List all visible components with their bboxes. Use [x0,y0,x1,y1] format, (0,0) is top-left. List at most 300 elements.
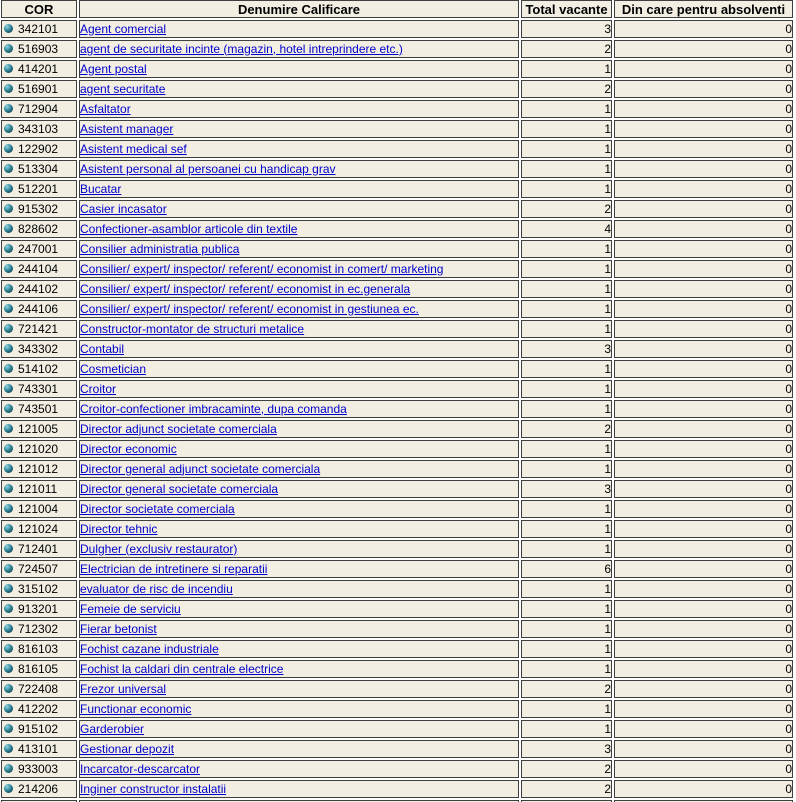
absolventi-cell [614,300,793,318]
ball-bullet-icon [4,524,13,533]
qualification-cell [79,280,519,298]
qualification-link[interactable]: Asistent medical sef [80,141,187,156]
table-row [1,280,793,298]
total-vacante-value: 3 [604,341,611,356]
cor-cell [1,640,77,658]
ball-bullet-icon [4,24,13,33]
absolventi-value: 0 [785,341,792,356]
total-vacante-value: 1 [604,701,611,716]
qualification-cell [79,120,519,138]
total-vacante-value: 2 [604,41,611,56]
ball-bullet-icon [4,384,13,393]
absolventi-cell [614,560,793,578]
qualification-link[interactable]: Consilier/ expert/ inspector/ referent/ economist in ec.generala [80,281,411,296]
absolventi-cell [614,460,793,478]
absolventi-cell [614,380,793,398]
total-vacante-value: 2 [604,421,611,436]
table-row [1,540,793,558]
table-row [1,240,793,258]
qualification-cell [79,720,519,738]
cor-code: 721421 [18,321,59,336]
total-vacante-value: 6 [604,561,611,576]
total-vacante-cell [521,600,612,618]
total-vacante-cell [521,380,612,398]
absolventi-cell [614,780,793,798]
absolventi-cell [614,320,793,338]
absolventi-value: 0 [785,561,792,576]
total-vacante-value: 1 [604,441,611,456]
qualification-cell [79,220,519,238]
cor-cell [1,320,77,338]
absolventi-cell [614,260,793,278]
ball-bullet-icon [4,224,13,233]
qualification-cell [79,480,519,498]
cor-code: 724507 [18,561,59,576]
ball-bullet-icon [4,644,13,653]
table-row [1,40,793,58]
absolventi-value: 0 [785,261,792,276]
absolventi-value: 0 [785,381,792,396]
absolventi-value: 0 [785,421,792,436]
total-vacante-cell [521,320,612,338]
total-vacante-value: 1 [604,121,611,136]
ball-bullet-icon [4,324,13,333]
total-vacante-value: 2 [604,681,611,696]
absolventi-value: 0 [785,81,792,96]
ball-bullet-icon [4,344,13,353]
cor-code: 122902 [18,141,59,156]
cor-code: 343302 [18,341,59,356]
absolventi-cell [614,740,793,758]
table-row [1,300,793,318]
qualification-link[interactable]: Consilier administratia publica [80,241,240,256]
qualification-link[interactable]: Dulgher (exclusiv restaurator) [80,541,238,556]
table-row [1,360,793,378]
table-row [1,120,793,138]
qualification-link[interactable]: Agent postal [80,61,147,76]
total-vacante-value: 1 [604,521,611,536]
ball-bullet-icon [4,704,13,713]
cor-code: 343103 [18,121,59,136]
header-row [1,0,793,18]
ball-bullet-icon [4,364,13,373]
absolventi-cell [614,160,793,178]
qualification-link[interactable]: Bucatar [80,181,122,196]
cor-code: 816105 [18,661,59,676]
qualification-cell [79,520,519,538]
qualification-cell [79,380,519,398]
total-vacante-value: 2 [604,781,611,796]
qualification-link[interactable]: Femeie de serviciu [80,601,181,616]
ball-bullet-icon [4,44,13,53]
cor-code: 121005 [18,421,59,436]
ball-bullet-icon [4,444,13,453]
cor-cell [1,300,77,318]
qualification-link[interactable]: Director economic [80,441,177,456]
absolventi-value: 0 [785,501,792,516]
table-row [1,720,793,738]
total-vacante-cell [521,480,612,498]
total-vacante-cell [521,560,612,578]
cor-cell [1,740,77,758]
cor-code: 915102 [18,721,59,736]
column-header-denumire-calificare: Denumire Calificare [79,0,519,18]
absolventi-value: 0 [785,301,792,316]
absolventi-cell [614,500,793,518]
cor-cell [1,580,77,598]
ball-bullet-icon [4,104,13,113]
vacancies-table-header [1,0,793,18]
cor-cell [1,720,77,738]
qualification-cell [79,740,519,758]
total-vacante-cell [521,720,612,738]
ball-bullet-icon [4,124,13,133]
total-vacante-cell [521,20,612,38]
absolventi-cell [614,520,793,538]
qualification-link[interactable]: Asfaltator [80,101,131,116]
total-vacante-value: 1 [604,181,611,196]
qualification-link[interactable]: evaluator de risc de incendiu [80,581,233,596]
cor-code: 315102 [18,581,59,596]
cor-code: 513304 [18,161,59,176]
qualification-cell [79,600,519,618]
total-vacante-cell [521,60,612,78]
cor-code: 712302 [18,621,59,636]
ball-bullet-icon [4,424,13,433]
cor-code: 516901 [18,81,59,96]
absolventi-cell [614,240,793,258]
ball-bullet-icon [4,724,13,733]
qualification-cell [79,700,519,718]
absolventi-value: 0 [785,741,792,756]
absolventi-cell [614,760,793,778]
cor-code: 121004 [18,501,59,516]
ball-bullet-icon [4,84,13,93]
ball-bullet-icon [4,204,13,213]
total-vacante-value: 1 [604,301,611,316]
absolventi-cell [614,420,793,438]
cor-code: 214206 [18,781,59,796]
qualification-cell [79,20,519,38]
qualification-cell [79,360,519,378]
table-row [1,500,793,518]
qualification-link[interactable]: Croitor-confectioner imbracaminte, dupa comanda [80,401,347,416]
table-row [1,260,793,278]
cor-cell [1,340,77,358]
cor-cell [1,520,77,538]
total-vacante-cell [521,160,612,178]
absolventi-value: 0 [785,761,792,776]
total-vacante-value: 1 [604,721,611,736]
absolventi-cell [614,680,793,698]
table-row [1,580,793,598]
cor-cell [1,700,77,718]
absolventi-cell [614,60,793,78]
absolventi-cell [614,120,793,138]
qualification-cell [79,560,519,578]
absolventi-value: 0 [785,441,792,456]
total-vacante-cell [521,660,612,678]
qualification-link[interactable]: Asistent personal al persoanei cu handicap grav [80,161,336,176]
total-vacante-cell [521,340,612,358]
absolventi-value: 0 [785,541,792,556]
qualification-link[interactable]: Contabil [80,341,125,356]
cor-code: 121012 [18,461,59,476]
cor-cell [1,620,77,638]
qualification-cell [79,180,519,198]
ball-bullet-icon [4,284,13,293]
total-vacante-cell [521,700,612,718]
table-row [1,60,793,78]
absolventi-cell [614,140,793,158]
qualification-cell [79,640,519,658]
cor-cell [1,180,77,198]
qualification-link[interactable]: Inginer constructor instalatii [80,781,227,796]
ball-bullet-icon [4,64,13,73]
absolventi-value: 0 [785,361,792,376]
total-vacante-cell [521,140,612,158]
cor-cell [1,440,77,458]
cor-cell [1,460,77,478]
absolventi-value: 0 [785,321,792,336]
absolventi-value: 0 [785,221,792,236]
cor-cell [1,200,77,218]
qualification-cell [79,40,519,58]
table-row [1,400,793,418]
table-row [1,160,793,178]
absolventi-cell [614,620,793,638]
qualification-link[interactable]: Confectioner-asamblor articole din textile [80,221,298,236]
qualification-link[interactable]: Electrician de intretinere si reparatii [80,561,268,576]
cor-cell [1,260,77,278]
total-vacante-cell [521,40,612,58]
total-vacante-value: 3 [604,741,611,756]
cor-cell [1,380,77,398]
qualification-link[interactable]: Frezor universal [80,681,167,696]
absolventi-value: 0 [785,161,792,176]
table-row [1,200,793,218]
cor-code: 121020 [18,441,59,456]
qualification-link[interactable]: Director general adjunct societate comerciala [80,461,321,476]
total-vacante-value: 1 [604,541,611,556]
qualification-link[interactable]: Consilier/ expert/ inspector/ referent/ economist in comert/ marketing [80,261,444,276]
cor-code: 244102 [18,281,59,296]
absolventi-value: 0 [785,521,792,536]
table-row [1,340,793,358]
cor-cell [1,680,77,698]
absolventi-value: 0 [785,101,792,116]
qualification-link[interactable]: Incarcator-descarcator [80,761,201,776]
cor-cell [1,80,77,98]
total-vacante-cell [521,620,612,638]
absolventi-cell [614,220,793,238]
absolventi-value: 0 [785,701,792,716]
table-row [1,600,793,618]
cor-code: 512201 [18,181,59,196]
qualification-link[interactable]: Director general societate comerciala [80,481,279,496]
total-vacante-cell [521,200,612,218]
cor-code: 743501 [18,401,59,416]
cor-code: 121024 [18,521,59,536]
ball-bullet-icon [4,264,13,273]
absolventi-cell [614,280,793,298]
absolventi-value: 0 [785,61,792,76]
total-vacante-cell [521,420,612,438]
absolventi-cell [614,640,793,658]
qualification-cell [79,260,519,278]
absolventi-cell [614,540,793,558]
cor-cell [1,140,77,158]
total-vacante-value: 1 [604,601,611,616]
qualification-link[interactable]: Director tehnic [80,521,158,536]
cor-code: 712401 [18,541,59,556]
cor-cell [1,760,77,778]
cor-code: 915302 [18,201,59,216]
cor-cell [1,780,77,798]
qualification-cell [79,780,519,798]
qualification-link[interactable]: Consilier/ expert/ inspector/ referent/ economist in gestiunea ec. [80,301,419,316]
total-vacante-cell [521,240,612,258]
total-vacante-cell [521,260,612,278]
cor-code: 342101 [18,21,59,36]
qualification-cell [79,660,519,678]
absolventi-cell [614,340,793,358]
cor-code: 913201 [18,601,59,616]
qualification-link[interactable]: Director adjunct societate comerciala [80,421,277,436]
qualification-link[interactable]: Croitor [80,381,117,396]
qualification-link[interactable]: Casier incasator [80,201,167,216]
table-row [1,760,793,778]
qualification-cell [79,680,519,698]
cor-cell [1,20,77,38]
qualification-link[interactable]: Asistent manager [80,121,174,136]
qualification-link[interactable]: agent de securitate incinte (magazin, hotel intreprindere etc.) [80,41,403,56]
qualification-cell [79,460,519,478]
cor-cell [1,160,77,178]
cor-code: 743301 [18,381,59,396]
absolventi-cell [614,100,793,118]
absolventi-value: 0 [785,641,792,656]
cor-cell [1,500,77,518]
ball-bullet-icon [4,544,13,553]
ball-bullet-icon [4,564,13,573]
qualification-cell [79,240,519,258]
total-vacante-value: 1 [604,581,611,596]
vacancies-table-body [1,20,793,798]
total-vacante-value: 1 [604,381,611,396]
total-vacante-value: 1 [604,241,611,256]
absolventi-value: 0 [785,241,792,256]
cor-code: 244104 [18,261,59,276]
cor-cell [1,400,77,418]
column-header-cor: COR [1,0,77,18]
total-vacante-cell [521,80,612,98]
qualification-cell [79,540,519,558]
absolventi-value: 0 [785,181,792,196]
cor-cell [1,220,77,238]
qualification-cell [79,500,519,518]
qualification-cell [79,440,519,458]
qualification-link[interactable]: Director societate comerciala [80,501,235,516]
table-row [1,460,793,478]
total-vacante-value: 1 [604,281,611,296]
cor-code: 712904 [18,101,59,116]
absolventi-value: 0 [785,721,792,736]
absolventi-cell [614,440,793,458]
total-vacante-value: 2 [604,761,611,776]
cor-code: 516903 [18,41,59,56]
qualification-cell [79,340,519,358]
absolventi-value: 0 [785,141,792,156]
total-vacante-value: 3 [604,481,611,496]
qualification-link[interactable]: Constructor-montator de structuri metalice [80,321,305,336]
cor-code: 413101 [18,741,59,756]
qualification-link[interactable]: Cosmetician [80,361,147,376]
cor-cell [1,280,77,298]
total-vacante-value: 1 [604,161,611,176]
total-vacante-cell [521,400,612,418]
total-vacante-value: 1 [604,641,611,656]
absolventi-value: 0 [785,601,792,616]
table-row [1,700,793,718]
cor-cell [1,600,77,618]
table-row [1,440,793,458]
qualification-cell [79,160,519,178]
cor-code: 121011 [18,481,58,496]
cor-cell [1,480,77,498]
cor-cell [1,60,77,78]
total-vacante-cell [521,280,612,298]
total-vacante-cell [521,740,612,758]
qualification-link[interactable]: Fierar betonist [80,621,157,636]
cor-code: 244106 [18,301,59,316]
total-vacante-value: 2 [604,201,611,216]
qualification-cell [79,60,519,78]
table-row [1,740,793,758]
qualification-link[interactable]: Fochist la caldari din centrale electrice [80,661,284,676]
absolventi-cell [614,600,793,618]
cor-code: 247001 [18,241,59,256]
total-vacante-cell [521,540,612,558]
table-row [1,20,793,38]
total-vacante-cell [521,680,612,698]
qualification-link[interactable]: agent securitate [80,81,166,96]
qualification-link[interactable]: Gestionar depozit [80,741,175,756]
qualification-cell [79,420,519,438]
ball-bullet-icon [4,464,13,473]
absolventi-cell [614,720,793,738]
absolventi-value: 0 [785,481,792,496]
ball-bullet-icon [4,684,13,693]
cor-cell [1,240,77,258]
qualification-cell [79,400,519,418]
total-vacante-cell [521,580,612,598]
absolventi-value: 0 [785,21,792,36]
total-vacante-cell [521,360,612,378]
absolventi-cell [614,180,793,198]
qualification-link[interactable]: Garderobier [80,721,145,736]
ball-bullet-icon [4,184,13,193]
qualification-link[interactable]: Functionar economic [80,701,192,716]
absolventi-value: 0 [785,461,792,476]
qualification-link[interactable]: Agent comercial [80,21,167,36]
total-vacante-cell [521,180,612,198]
table-row [1,140,793,158]
qualification-link[interactable]: Fochist cazane industriale [80,641,219,656]
total-vacante-value: 3 [604,21,611,36]
absolventi-cell [614,80,793,98]
qualification-cell [79,100,519,118]
